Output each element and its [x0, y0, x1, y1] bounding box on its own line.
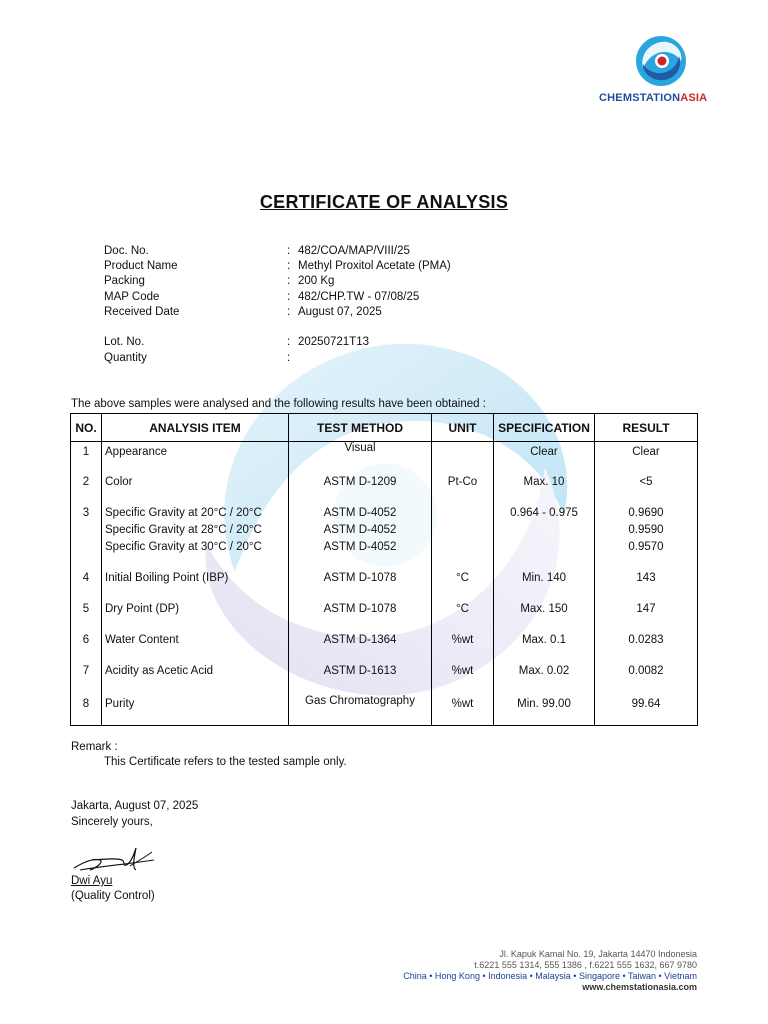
info-row-lot-no [104, 336, 604, 351]
row-result: 0.0283 [628, 633, 664, 646]
brand-name-part1: CHEMSTATION [599, 92, 681, 104]
row-spec: Min. 99.00 [517, 697, 571, 710]
row-result: 0.9570 [628, 540, 664, 553]
row-result: 0.9690 [628, 506, 664, 519]
footer-branches: China • Hong Kong • Indonesia • Malaysia • Singapore • Taiwan • Vietnam [403, 971, 697, 981]
row-item: Appearance [105, 446, 168, 458]
row-result: 0.0082 [628, 664, 664, 677]
row-spec: 0.964 - 0.975 [510, 506, 578, 519]
info-label: Packing [104, 275, 145, 287]
info-colon: : [287, 260, 291, 272]
table-row [71, 503, 698, 568]
row-item: Specific Gravity at 28°C / 20°C [105, 523, 262, 536]
footer-address: Jl. Kapuk Kamal No. 19, Jakarta 14470 Indonesia [499, 949, 697, 959]
remark-title: Remark : [71, 741, 118, 753]
table-row [71, 599, 698, 630]
row-unit: %wt [451, 633, 474, 646]
row-spec: Max. 0.02 [518, 664, 570, 677]
info-row-packing [104, 275, 604, 290]
row-unit [432, 444, 493, 461]
info-label: Product Name [104, 260, 178, 272]
place-date: Jakarta, August 07, 2025 [71, 800, 199, 812]
info-value: Methyl Proxitol Acetate (PMA) [298, 260, 451, 272]
info-label: MAP Code [104, 291, 160, 303]
info-value: August 07, 2025 [298, 306, 382, 318]
info-row-doc-no [104, 245, 604, 260]
header-result: RESULT [595, 414, 698, 442]
remark-text: This Certificate refers to the tested sample only. [104, 756, 347, 768]
info-row-received-date [104, 306, 604, 321]
row-spec: Max. 10 [523, 475, 565, 488]
row-method: ASTM D-1613 [323, 664, 397, 677]
info-row-product-name [104, 260, 604, 275]
info-label: Doc. No. [104, 245, 149, 257]
row-method: Gas Chromatography [305, 694, 415, 707]
brand-name-part2: ASIA [680, 92, 708, 104]
footer-website: www.chemstationasia.com [582, 982, 697, 992]
row-no: 4 [82, 571, 90, 584]
chemstation-logo-icon [634, 34, 688, 88]
info-colon: : [287, 245, 291, 257]
row-unit: %wt [451, 697, 474, 710]
signer-role: (Quality Control) [71, 890, 155, 902]
header-specification: SPECIFICATION [494, 414, 595, 442]
row-unit: %wt [451, 664, 474, 677]
row-item: Acidity as Acetic Acid [105, 664, 214, 677]
row-result: 99.64 [631, 697, 661, 710]
row-no: 8 [82, 697, 90, 710]
row-item: Specific Gravity at 20°C / 20°C [105, 506, 262, 519]
info-colon: : [287, 275, 291, 287]
handwritten-signature-icon [70, 842, 160, 878]
row-no: 2 [82, 475, 90, 488]
row-method: ASTM D-4052 [323, 506, 397, 519]
row-item: Purity [105, 697, 135, 710]
row-spec: Max. 0.1 [521, 633, 567, 646]
row-method: ASTM D-4052 [323, 523, 397, 536]
row-spec: Min. 140 [521, 571, 567, 584]
row-no: 3 [82, 506, 90, 519]
row-result: 0.9590 [628, 523, 664, 536]
info-label: Quantity [104, 352, 147, 364]
row-unit: °C [456, 571, 469, 584]
table-row [71, 661, 698, 693]
row-method: ASTM D-1364 [323, 633, 397, 646]
row-unit: Pt-Co [447, 475, 478, 488]
table-row [71, 568, 698, 599]
row-result: <5 [639, 475, 653, 488]
info-value: 20250721T13 [298, 336, 369, 348]
info-colon: : [287, 291, 291, 303]
row-unit: °C [456, 602, 469, 615]
brand-name [599, 92, 707, 104]
row-result: 147 [636, 602, 656, 615]
info-label: Lot. No. [104, 336, 145, 348]
row-method: ASTM D-1209 [323, 475, 397, 488]
table-row [71, 442, 698, 472]
row-method: ASTM D-1078 [323, 571, 397, 584]
document-title: CERTIFICATE OF ANALYSIS [259, 192, 509, 212]
results-intro: The above samples were analysed and the following results have been obtained : [71, 398, 486, 410]
row-method: Visual [344, 442, 376, 454]
row-spec: Max. 150 [520, 602, 568, 615]
info-colon: : [287, 306, 291, 318]
row-no: 7 [82, 664, 90, 677]
row-result: Clear [632, 446, 660, 458]
table-row [71, 693, 698, 726]
row-method: ASTM D-4052 [323, 540, 397, 553]
header-test-method: TEST METHOD [289, 414, 432, 442]
header-analysis-item: ANALYSIS ITEM [102, 414, 289, 442]
salutation: Sincerely yours, [71, 816, 153, 828]
row-no: 1 [82, 446, 90, 458]
info-label: Received Date [104, 306, 180, 318]
info-colon: : [287, 352, 291, 364]
info-value: 482/CHP.TW - 07/08/25 [298, 291, 420, 303]
row-item: Water Content [105, 633, 179, 646]
table-header-row [71, 414, 698, 442]
row-spec: Clear [530, 446, 558, 458]
row-item: Color [105, 475, 133, 488]
info-block [104, 245, 624, 375]
row-result: 143 [636, 571, 656, 584]
info-value: 200 Kg [298, 275, 335, 287]
info-row-map-code [104, 291, 604, 306]
footer-phone: t.6221 555 1314, 555 1386 , f.6221 555 1632, 667 9780 [474, 960, 697, 970]
row-no: 6 [82, 633, 90, 646]
signer-name: Dwi Ayu [71, 875, 113, 887]
row-item: Specific Gravity at 30°C / 20°C [105, 540, 262, 553]
row-item: Dry Point (DP) [105, 602, 180, 615]
row-no: 5 [82, 602, 90, 615]
header-unit: UNIT [432, 414, 494, 442]
table-row [71, 472, 698, 503]
row-item: Initial Boiling Point (IBP) [105, 571, 229, 584]
row-unit [432, 505, 493, 522]
info-row-quantity [104, 352, 604, 367]
info-value: 482/COA/MAP/VIII/25 [298, 245, 410, 257]
results-table [70, 413, 698, 726]
info-colon: : [287, 336, 291, 348]
table-row [71, 630, 698, 661]
footer [403, 949, 697, 993]
header-no: NO. [71, 414, 102, 442]
row-method: ASTM D-1078 [323, 602, 397, 615]
